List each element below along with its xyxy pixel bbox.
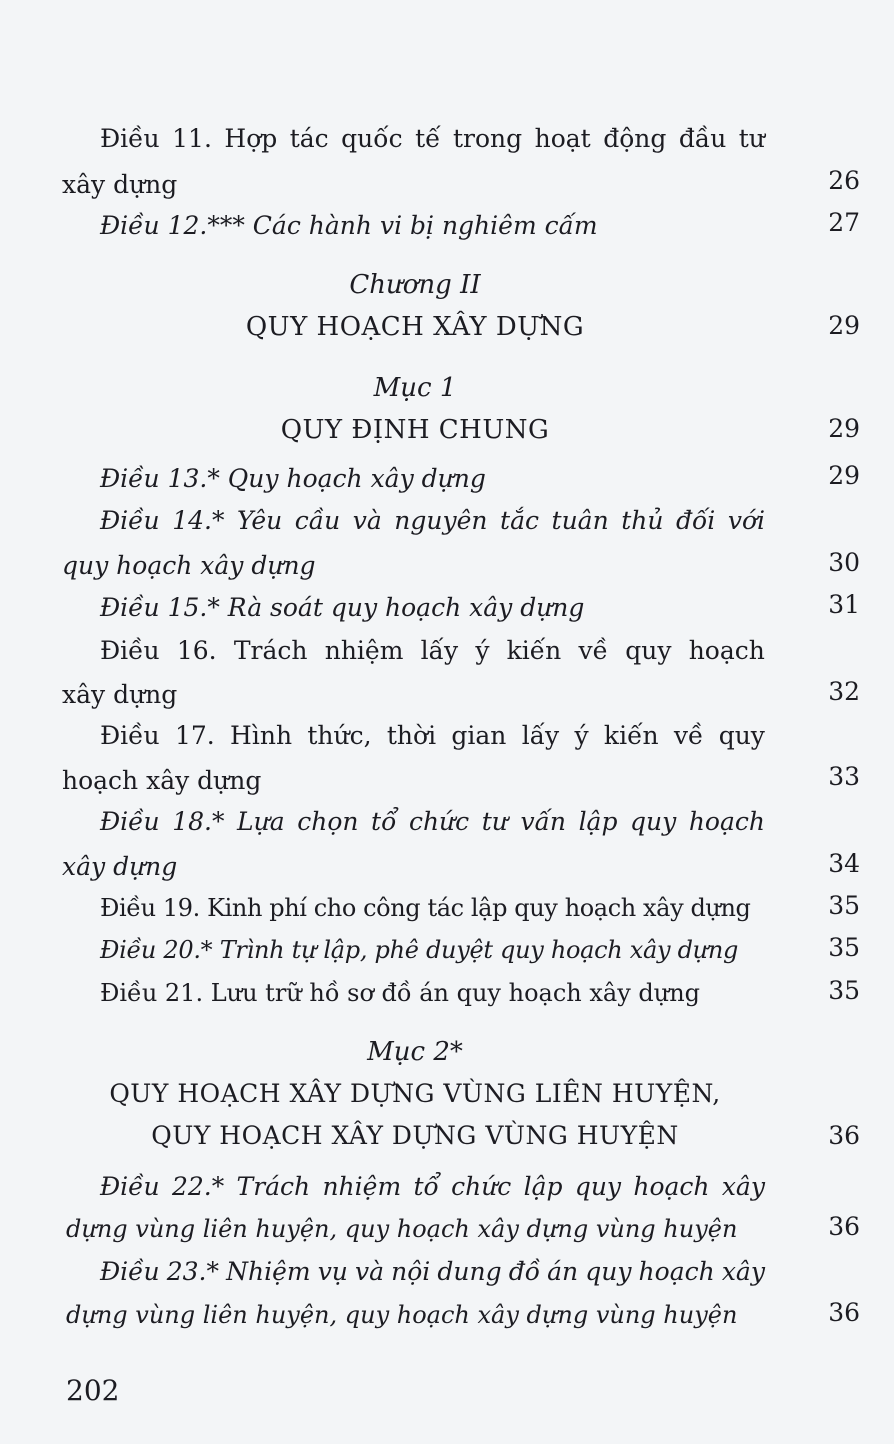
toc-word: về (673, 721, 704, 750)
toc-page-d16: 32 (828, 677, 860, 706)
toc-entry-d22-line2: dựng vùng liên huyện, quy hoạch xây dựng vùng huyện (66, 1215, 738, 1243)
toc-word: xây (721, 1172, 765, 1201)
toc-word: lập (578, 807, 618, 836)
toc-page-muc2: 36 (828, 1121, 860, 1150)
toc-word: tuân (551, 506, 609, 535)
toc-entry-d11-line2: xây dựng (62, 170, 178, 199)
toc-entry-d18-line2: xây dựng (62, 852, 178, 881)
toc-word: 18.* (172, 807, 225, 836)
toc-page-d18: 34 (828, 849, 860, 878)
toc-entry-d19: Điều 19. Kinh phí cho công tác lập quy hoạch xây dựng (100, 894, 751, 922)
toc-word: vấn (520, 807, 566, 836)
toc-word: nhiệm (322, 1172, 402, 1201)
toc-word: hoạch (633, 1172, 710, 1201)
toc-word: Yêu (236, 506, 283, 535)
toc-word: trong (452, 124, 523, 153)
toc-word: Hình (230, 721, 293, 750)
toc-word: Hợp (224, 124, 278, 153)
toc-word: lấy (521, 721, 560, 750)
toc-page-muc1: 29 (828, 414, 860, 443)
toc-word: ý (475, 636, 490, 665)
toc-entry-d14-line1 (100, 506, 765, 536)
toc-word: nội (391, 1257, 431, 1286)
toc-word: tác (289, 124, 329, 153)
toc-entry-d23-line1 (100, 1257, 765, 1287)
toc-word: 16. (176, 636, 217, 665)
toc-word: lập (523, 1172, 563, 1201)
toc-word: tư (738, 124, 765, 153)
toc-word: Nhiệm (226, 1257, 311, 1286)
section-label-muc1: Mục 1 (373, 373, 457, 403)
section-title-muc2-line1: QUY HOẠCH XÂY DỰNG VÙNG LIÊN HUYỆN, (109, 1079, 721, 1108)
toc-page-d12: 27 (828, 208, 860, 237)
toc-word: thủ (621, 506, 664, 535)
toc-word: hoạch (688, 807, 765, 836)
toc-word: tổ (371, 807, 397, 836)
toc-word: Trách (236, 1172, 311, 1201)
toc-word: Điều (100, 1257, 160, 1286)
toc-word: chọn (297, 807, 359, 836)
toc-word: thức, (307, 721, 372, 750)
toc-entry-d18-line1 (100, 807, 765, 837)
toc-word: kiến (506, 636, 562, 665)
toc-page-d22: 36 (828, 1212, 860, 1241)
toc-word: Điều (100, 124, 160, 153)
toc-entry-d14-line2: quy hoạch xây dựng (62, 551, 316, 580)
toc-page-d13: 29 (828, 461, 860, 490)
toc-page-d15: 31 (828, 590, 860, 619)
toc-word: hoạch (688, 636, 765, 665)
toc-word: đối (676, 506, 716, 535)
toc-word: 22.* (171, 1172, 225, 1201)
toc-page-d20: 35 (828, 933, 860, 962)
toc-page-d11: 26 (828, 166, 860, 195)
toc-word: đầu (678, 124, 727, 153)
toc-word: nguyên (394, 506, 488, 535)
section-title-muc1: QUY ĐỊNH CHUNG (280, 415, 550, 445)
toc-entry-d16-line2: xây dựng (62, 680, 178, 709)
toc-page-d17: 33 (828, 762, 860, 791)
toc-word: động (603, 124, 667, 153)
toc-word: với (727, 506, 765, 535)
toc-word: cầu (294, 506, 341, 535)
toc-word: tế (415, 124, 441, 153)
toc-word: án (547, 1257, 579, 1286)
toc-word: tổ (413, 1172, 439, 1201)
toc-entry-d22-line1 (100, 1172, 765, 1202)
toc-word: 14.* (172, 506, 225, 535)
toc-word: đồ (508, 1257, 541, 1286)
page-number: 202 (66, 1374, 120, 1407)
toc-word: thời (386, 721, 437, 750)
toc-word: và (352, 506, 382, 535)
toc-word: 17. (174, 721, 215, 750)
toc-entry-d17-line2: hoạch xây dựng (62, 766, 262, 795)
chapter-label: Chương II (349, 270, 481, 300)
toc-entry-d13: Điều 13.* Quy hoạch xây dựng (100, 464, 486, 493)
toc-word: Lựa (237, 807, 285, 836)
section-title-muc2-line2: QUY HOẠCH XÂY DỰNG VÙNG HUYỆN (151, 1121, 679, 1150)
section-label-muc2: Mục 2* (367, 1037, 463, 1067)
toc-entry-d20: Điều 20.* Trình tự lập, phê duyệt quy hoạch xây dựng (100, 936, 739, 964)
toc-word: quy (585, 1257, 632, 1286)
toc-word: xây (721, 1257, 765, 1286)
toc-entry-d15: Điều 15.* Rà soát quy hoạch xây dựng (100, 593, 585, 622)
toc-word: Điều (100, 1172, 160, 1201)
toc-word: gian (451, 721, 507, 750)
toc-word: về (578, 636, 609, 665)
toc-page-d21: 35 (828, 976, 860, 1005)
toc-word: chức (451, 1172, 512, 1201)
toc-word: chức (408, 807, 470, 836)
toc-word: quy (718, 721, 765, 750)
toc-entry-d21: Điều 21. Lưu trữ hồ sơ đồ án quy hoạch xây dựng (100, 979, 701, 1007)
toc-page-chapter2: 29 (828, 311, 860, 340)
toc-word: tắc (500, 506, 539, 535)
toc-word: 11. (172, 124, 212, 153)
toc-word: kiến (603, 721, 659, 750)
toc-word: quy (625, 636, 672, 665)
toc-word: Điều (100, 721, 160, 750)
toc-word: Điều (100, 636, 160, 665)
toc-entry-d23-line2: dựng vùng liên huyện, quy hoạch xây dựng vùng huyện (66, 1301, 738, 1329)
toc-word: hoạch (638, 1257, 715, 1286)
toc-word: quốc (341, 124, 403, 153)
toc-word: quy (630, 807, 677, 836)
toc-word: Điều (100, 506, 160, 535)
toc-page-d23: 36 (828, 1298, 860, 1327)
toc-page-d19: 35 (828, 891, 860, 920)
toc-word: và (355, 1257, 385, 1286)
toc-page-d14: 30 (828, 548, 860, 577)
toc-word: Trách (233, 636, 308, 665)
toc-word: Điều (100, 807, 160, 836)
toc-word: hoạt (534, 124, 591, 153)
toc-entry-d17-line1 (100, 721, 765, 751)
toc-word: vụ (317, 1257, 348, 1286)
toc-entry-d16-line1 (100, 636, 765, 666)
toc-word: ý (574, 721, 589, 750)
toc-entry-d12: Điều 12.*** Các hành vi bị nghiêm cấm (100, 211, 598, 240)
toc-word: 23.* (166, 1257, 220, 1286)
toc-word: lấy (420, 636, 459, 665)
toc-entry-d11-line1 (100, 124, 765, 154)
toc-word: tư (481, 807, 508, 836)
chapter-title: QUY HOẠCH XÂY DỰNG (245, 312, 585, 342)
toc-word: quy (574, 1172, 622, 1201)
toc-word: dung (437, 1257, 502, 1286)
toc-word: nhiệm (324, 636, 404, 665)
